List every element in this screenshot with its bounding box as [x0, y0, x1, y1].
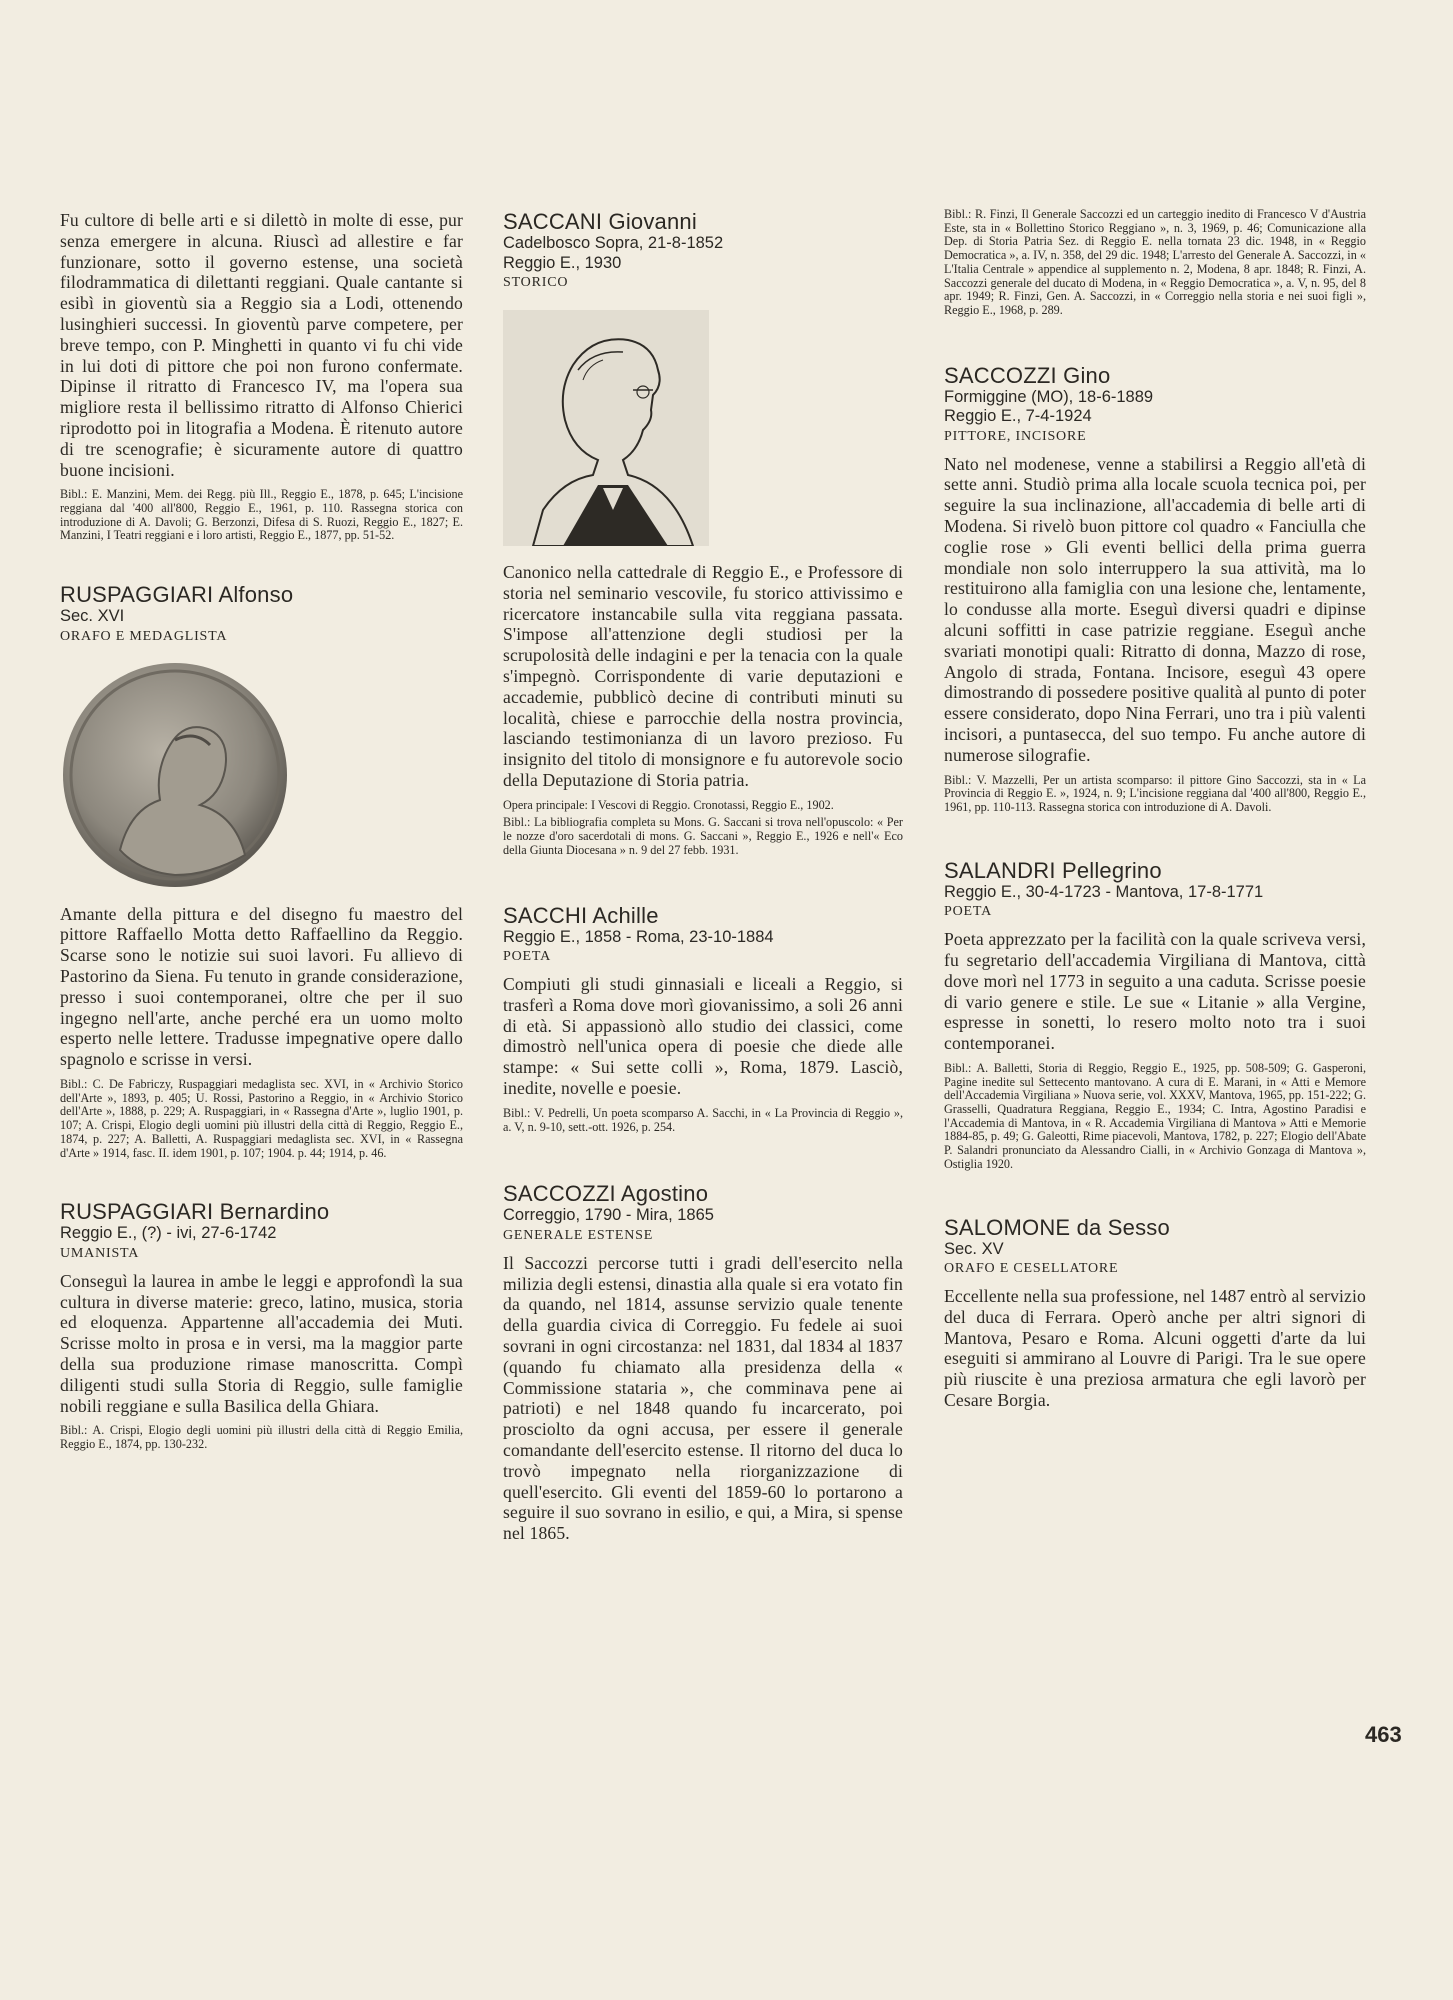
intro-bibliography: Bibl.: E. Manzini, Mem. dei Regg. più Ill., Reggio E., 1878, p. 645; L'incisione reggiana dal '400 all'800, Reggio E., 1961, p. 110. Rassegna storica con introduzione di A. Davoli; G. Berzonzi, Difesa di S. Ruozi, Reggio E., 1827; E. Manzini, I Teatri reggiani e i loro artisti, Reggio E., 1877, pp. 51-52. [60, 487, 463, 543]
entry-bibliography: Bibl.: V. Mazzelli, Per un artista scomparso: il pittore Gino Saccozzi, sta in « La Provincia di Reggio E. », 1924, n. 9; L'incisione reggiana dal '400 all'800, Reggio E., 1961, pp. 110-113. Rassegna storica con introduzione di A. Davoli. [944, 772, 1366, 814]
entry-ruspaggiari-alfonso [60, 583, 463, 1160]
entry-role: ORAFO E CESELLATORE [944, 1261, 1119, 1277]
entry-role: UMANISTA [60, 1245, 140, 1261]
entry-bibliography: Bibl.: A. Crispi, Elogio degli uomini più illustri della città di Reggio Emilia, Reggio E., 1874, pp. 130-232. [60, 1423, 463, 1452]
entry-name: RUSPAGGIARI Alfonso [60, 582, 294, 608]
entry-dates-birth: Formiggine (MO), 18-6-1889 [944, 387, 1154, 406]
entry-text: Poeta apprezzato per la facilità con la quale scriveva versi, fu segretario dell'accademia Virgiliana di Mantova, città dove morì nel 1773 in seguito a una caduta. Scrisse poesie di vario genere e stile. Le sue « Litanie » alla Vergine, espresse in sonetti, lo resero molto noto tra i suoi contemporanei. [944, 929, 1366, 1054]
entry-bibliography: Bibl.: C. De Fabriczy, Ruspaggiari medaglista sec. XVI, in « Archivio Storico dell'Arte », 1893, p. 405; U. Rossi, Pastorino a Reggio, in « Archivio Storico dell'Arte », 1888, p. 229; A. Ruspaggiari, in « Rassegna d'Arte », luglio 1901, p. 107; A. Crispi, Elogio degli uomini più illustri della città di Reggio, Reggio E., 1874, p. 227; A. Balletti, A. Ruspaggiari medaglista sec. XVI, in « Rassegna d'Arte » 1914, fasc. II. idem 1901, p. 107; 1904. p. 44; 1914, p. 46. [60, 1077, 463, 1160]
entry-dates: Reggio E., 1858 - Roma, 23-10-1884 [503, 927, 774, 946]
saccozzi-agostino-bibliography: Bibl.: R. Finzi, Il Generale Saccozzi ed un carteggio inedito di Francesco V d'Austria Este, sta in « Bollettino Storico Reggiano », n. 3, 1969, p. 46; Comunicazione alla Dep. di Storia Patria Sez. di Reggio E. nella tornata 23 dic. 1948, in « Reggio Democratica », a. IV, n. 358, del 29 dic. 1948; L'arresto del Generale A. Saccozzi, in « L'Italia Centrale » appendice al supplemento n. 2, Modena, 8 apr. 1848; R. Finzi, A. Saccozzi generale del ducato di Modena, in « Reggio Democratica », a. V, n. 95, del 8 apr. 1949; R. Finzi, Gen. A. Saccozzi, in « Correggio nella storia e nei suoi figli », Reggio E., 1968, p. 289. [944, 207, 1366, 317]
entry-text: Il Saccozzi percorse tutti i gradi dell'esercito nella milizia degli estensi, dinastia alla quale si era votato fin da quando, nel 1814, assunse servizio quale tenente della guardia civica di Correggio. Fu fedele ai suoi sovrani in ogni circostanza: nel 1831, dal 1834 al 1837 (quando fu chiamato alla presidenza della « Commissione stataria », che comminava pene ai patrioti) e nel 1848 quando fu incarcerato, poi prosciolto da ogni accusa, per essere il generale comandante dell'esercito estense. Il ritorno del duca lo trovò impegnato nella riorganizzazione di quell'esercito. Gli eventi del 1859-60 lo portarono a seguire il suo sovrano in esilio, e qui, a Mira, si spense nel 1865. [503, 1252, 903, 1544]
entry-dates-death: Reggio E., 7-4-1924 [944, 407, 1092, 426]
column-left [60, 210, 463, 1452]
entry-saccani-giovanni [503, 210, 903, 858]
entry-saccozzi-agostino [503, 1182, 903, 1544]
entry-role: POETA [944, 904, 992, 920]
entry-dates: Reggio E., 30-4-1723 - Mantova, 17-8-1771 [944, 882, 1264, 901]
entry-text: Eccellente nella sua professione, nel 1487 entrò al servizio del duca di Ferrara. Operò anche per altri signori di Mantova, Pesaro e Roma. Alcuni oggetti d'arte da lui eseguiti si ammirano al Louvre di Parigi. Tra le sue opere più riuscite è una preziosa armatura che egli lavorò per Cesare Borgia. [944, 1286, 1366, 1411]
entry-name: SACCOZZI Gino [944, 362, 1111, 388]
entry-text: Amante della pittura e del disegno fu maestro del pittore Raffaello Motta detto Raffaellino da Reggio. Scarse sono le notizie sui suoi lavori. Fu allievo di Pastorino da Siena. Fu tenuto in grande considerazione, presso i suoi contemporanei, oltre che per il suo ingegno nell'arte, anche perché era un uomo molto esperto nelle lettere. Tradusse impegnative opere dallo spagnolo e scrisse in versi. [60, 903, 463, 1070]
entry-name: SACCANI Giovanni [503, 209, 697, 234]
column-right [944, 208, 1366, 1411]
entry-dates-death: Reggio E., 1930 [503, 253, 622, 272]
column-middle [503, 210, 903, 1544]
intro-paragraph: Fu cultore di belle arti e si dilettò in molte di esse, pur senza emergere in alcuna. Riuscì ad allestire e far funzionare, sotto il governo estense, una società filodrammatica di dilettanti reggiani. Quale cantante si esibì in gioventù sia a Reggio sia a Lodi, ottenendo lusinghieri successi. In gioventù parve competere, per breve tempo, con P. Minghetti in quanto vi fu chi vide in lui doti di pittore che poi non furono confermate. Dipinse il ritratto di Francesco IV, ma l'opera sua migliore resta il bellissimo ritratto di Alfonso Chierici riprodotto poi in litografia a Modena. È ritenuto autore di tre scenografie; è sicuramente autore di quattro buone incisioni. [60, 210, 463, 480]
entry-text: Conseguì la laurea in ambe le leggi e approfondì la sua cultura in diverse materie: greco, latino, musica, storia ed eloquenza. Appartenne all'accademia dei Muti. Scrisse molto in prosa e in versi, ma la maggior parte della sua produzione rimase manoscritta. Compì diligenti studi sulla Storia di Reggio, sulle famiglie nobili reggiane e sulla Basilica della Ghiara. [60, 1270, 463, 1416]
entry-text: Canonico nella cattedrale di Reggio E., e Professore di storia nel seminario vescovile, fu storico attivissimo e ricercatore instancabile sulla vita reggiana passata. S'impose all'attenzione degli studiosi per la scrupolosità delle indagini e per la tenacia con la quale s'impegnò. Corrispondente di varie deputazioni e accademie, pubblicò decine di contributi minuti su località, chiese e parrocchie della nostra provincia, lasciando testimonianza di un lavoro prezioso. Fu insignito del titolo di monsignore e fu autorevole socio della Deputazione di Storia patria. [503, 562, 903, 790]
entry-role: ORAFO E MEDAGLISTA [60, 628, 228, 644]
entry-dates-birth: Cadelbosco Sopra, 21-8-1852 [503, 234, 724, 252]
entry-saccozzi-gino [944, 364, 1366, 815]
entry-text: Compiuti gli studi ginnasiali e liceali a Reggio, si trasferì a Roma dove morì giovanissimo, a soli 26 anni di età. Si appassionò allo studio dei classici, come dimostrò nell'unica opera di poesie che diede alle stampe: « Sui sette colli », Roma, 1879. Lasciò, inedite, novelle e poesie. [503, 974, 903, 1099]
entry-dates: Reggio E., (?) - ivi, 27-6-1742 [60, 1224, 277, 1243]
entry-dates: Sec. XV [944, 1239, 1004, 1258]
entry-dates: Sec. XVI [60, 607, 125, 626]
entry-name: SACCHI Achille [503, 902, 659, 928]
portrait-image [503, 310, 709, 546]
entry-salomone-da-sesso [944, 1216, 1366, 1411]
entry-role: GENERALE ESTENSE [503, 1227, 654, 1243]
entry-name: SALANDRI Pellegrino [944, 857, 1162, 883]
medal-image [60, 660, 290, 890]
entry-role: PITTORE, INCISORE [944, 428, 1087, 444]
entry-name: SALOMONE da Sesso [944, 1214, 1170, 1240]
page-number: 463 [1365, 1722, 1402, 1747]
entry-salandri-pellegrino [944, 859, 1366, 1172]
entry-name: RUSPAGGIARI Bernardino [60, 1199, 330, 1225]
entry-name: SACCOZZI Agostino [503, 1181, 709, 1207]
entry-sacchi-achille [503, 904, 903, 1135]
entry-bibliography: Bibl.: V. Pedrelli, Un poeta scomparso A. Sacchi, in « La Provincia di Reggio », a. V, n. 9-10, sett.-ott. 1926, p. 254. [503, 1105, 903, 1134]
entry-dates: Correggio, 1790 - Mira, 1865 [503, 1206, 714, 1225]
entry-opera: Opera principale: I Vescovi di Reggio. Cronotassi, Reggio E., 1902. [503, 797, 834, 812]
entry-text: Nato nel modenese, venne a stabilirsi a Reggio all'età di sette anni. Studiò prima alla locale scuola tecnica poi, per seguire la sua inclinazione, all'accademia di belle arti di Modena. Si rivelò buon pittore col quadro « Fanciulla che coglie rose » Gli eventi bellici della prima guerra mondiale non solo interruppero la sua attività, ma lo restituirono alla famiglia con una lesione che, lentamente, lo condusse alla morte. Eseguì diversi quadri e dipinse alcuni soffitti in case patrizie reggiane. Eseguì anche svariati monotipi quali: Ritratto di donna, Mazzo di rose, Angolo di strada, Fontana. Incisore, eseguì 43 opere dimostrando di possedere positive qualità al punto di poter essere considerato, dopo Nina Ferrari, uno tra i più valenti incisori, a puntasecca, del suo tempo. Fu anche autore di numerose silografie. [944, 453, 1366, 765]
entry-bibliography: Bibl.: A. Balletti, Storia di Reggio, Reggio E., 1925, pp. 508-509; G. Gasperoni, Pagine inedite sul Settecento mantovano. A cura di E. Marani, in « Atti e Memore dell'Accademia Virgiliana » Nuova serie, vol. XXXV, Mantova, 1965, pp. 151-222; G. Grasselli, Quadratura Reggiana, Reggio E., 1934; C. Intra, Agostino Paradisi e l'Accademia di Mantova, in « R. Accademia Virgiliana di Mantova » Atti e Memorie 1884-85, p. 49; G. Galeotti, Rime piacevoli, Mantova, 1782, p. 227; Elogio dell'Abate P. Salandri pronunciato da Alessandro Cialli, in « Archivio Gonzaga di Mantova », Ostiglia 1920. [944, 1060, 1366, 1171]
entry-ruspaggiari-bernardino [60, 1200, 463, 1451]
entry-bibliography: Bibl.: La bibliografia completa su Mons. G. Saccani si trova nell'opuscolo: « Per le nozze d'oro sacerdotali di mons. G. Saccani », Reggio E., 1926 e nell'« Eco della Giunta Diocesana » n. 9 del 27 febb. 1931. [503, 815, 903, 857]
entry-role: STORICO [503, 275, 569, 290]
entry-role: POETA [503, 949, 551, 965]
